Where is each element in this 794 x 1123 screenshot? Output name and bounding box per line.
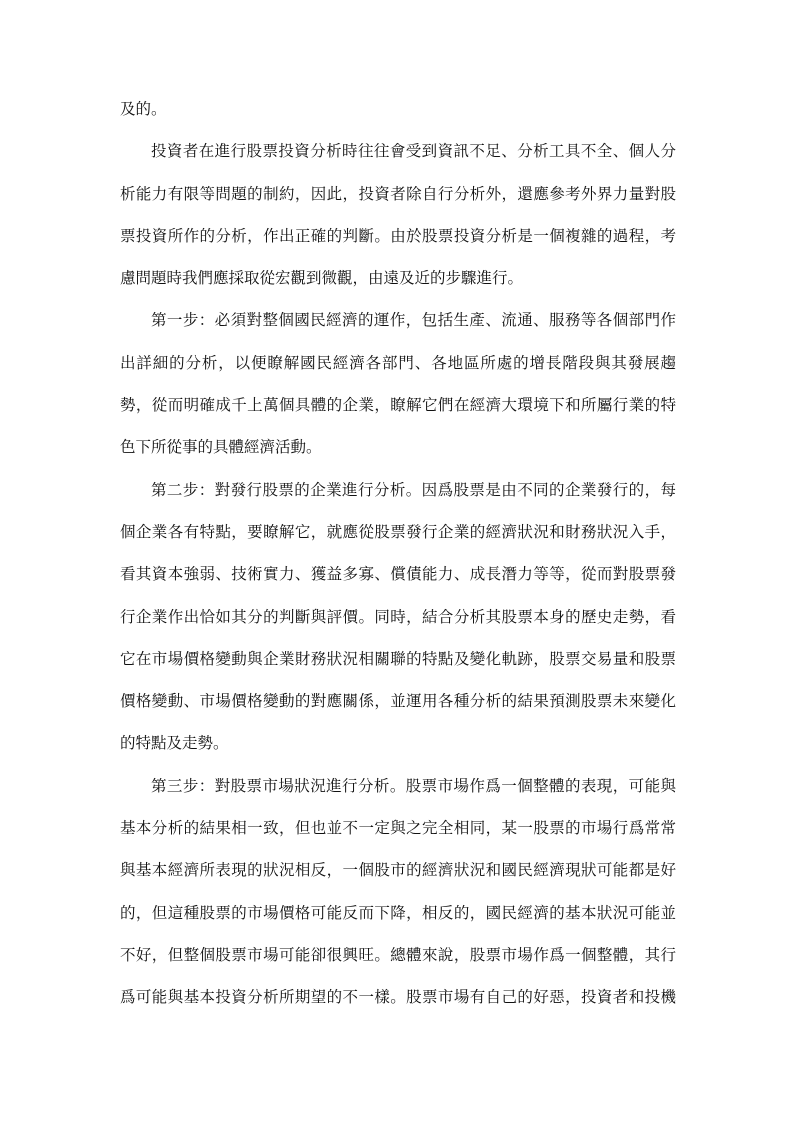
- text-line: 與基本經濟所表現的狀況相反，一個股市的經濟狀況和國民經濟現狀可能都是好: [120, 861, 676, 880]
- text-line: 它在市場價格變動與企業財務狀況相關聯的特點及變化軌跡，股票交易量和股票: [120, 649, 676, 668]
- text-line: 勢，從而明確成千上萬個具體的企業，瞭解它們在經濟大環境下和所屬行業的特: [120, 396, 676, 415]
- text-line: 投資者在進行股票投資分析時往往會受到資訊不足、分析工具不全、個人分: [151, 142, 676, 161]
- text-line: 慮問題時我們應採取從宏觀到微觀，由遠及近的步驟進行。: [120, 269, 524, 288]
- document-body: [120, 88, 676, 1019]
- text-line: 的特點及走勢。: [120, 734, 229, 753]
- text-line: 色下所從事的具體經濟活動。: [120, 438, 322, 457]
- text-line: 爲可能與基本投資分析所期望的不一樣。股票市場有自己的好惡，投資者和投機: [120, 988, 676, 1007]
- text-line: 價格變動、市場價格變動的對應關係，並運用各種分析的結果預測股票未來變化: [120, 692, 676, 711]
- text-line: 的，但這種股票的市場價格可能反而下降，相反的，國民經濟的基本狀況可能並: [120, 903, 676, 922]
- text-line: 及的。: [120, 100, 167, 118]
- text-line: 第一步：必須對整個國民經濟的運作，包括生產、流通、服務等各個部門作: [151, 311, 676, 330]
- text-line: 行企業作出恰如其分的判斷與評價。同時，結合分析其股票本身的歷史走勢，看: [120, 607, 676, 626]
- text-line: 出詳細的分析，以便瞭解國民經濟各部門、各地區所處的增長階段與其發展趨: [120, 353, 676, 372]
- text-line: 第三步：對股票市場狀況進行分析。股票市場作爲一個整體的表現，可能與: [151, 776, 676, 795]
- text-line: 看其資本強弱、技術實力、獲益多寡、償債能力、成長潛力等等，從而對股票發: [120, 565, 676, 584]
- text-line: 析能力有限等問題的制約，因此，投資者除自行分析外，還應參考外界力量對股: [120, 184, 676, 203]
- text-line: 票投資所作的分析，作出正確的判斷。由於股票投資分析是一個複雜的過程，考: [120, 226, 676, 245]
- text-line: 不好，但整個股票市場可能卻很興旺。總體來說，股票市場作爲一個整體，其行: [120, 945, 676, 964]
- text-line: 第二步：對發行股票的企業進行分析。因爲股票是由不同的企業發行的，每: [151, 480, 676, 499]
- text-line: 個企業各有特點，要瞭解它，就應從股票發行企業的經濟狀況和財務狀況入手，: [120, 522, 676, 541]
- text-line: 基本分析的結果相一致，但也並不一定與之完全相同，某一股票的市場行爲常常: [120, 819, 676, 838]
